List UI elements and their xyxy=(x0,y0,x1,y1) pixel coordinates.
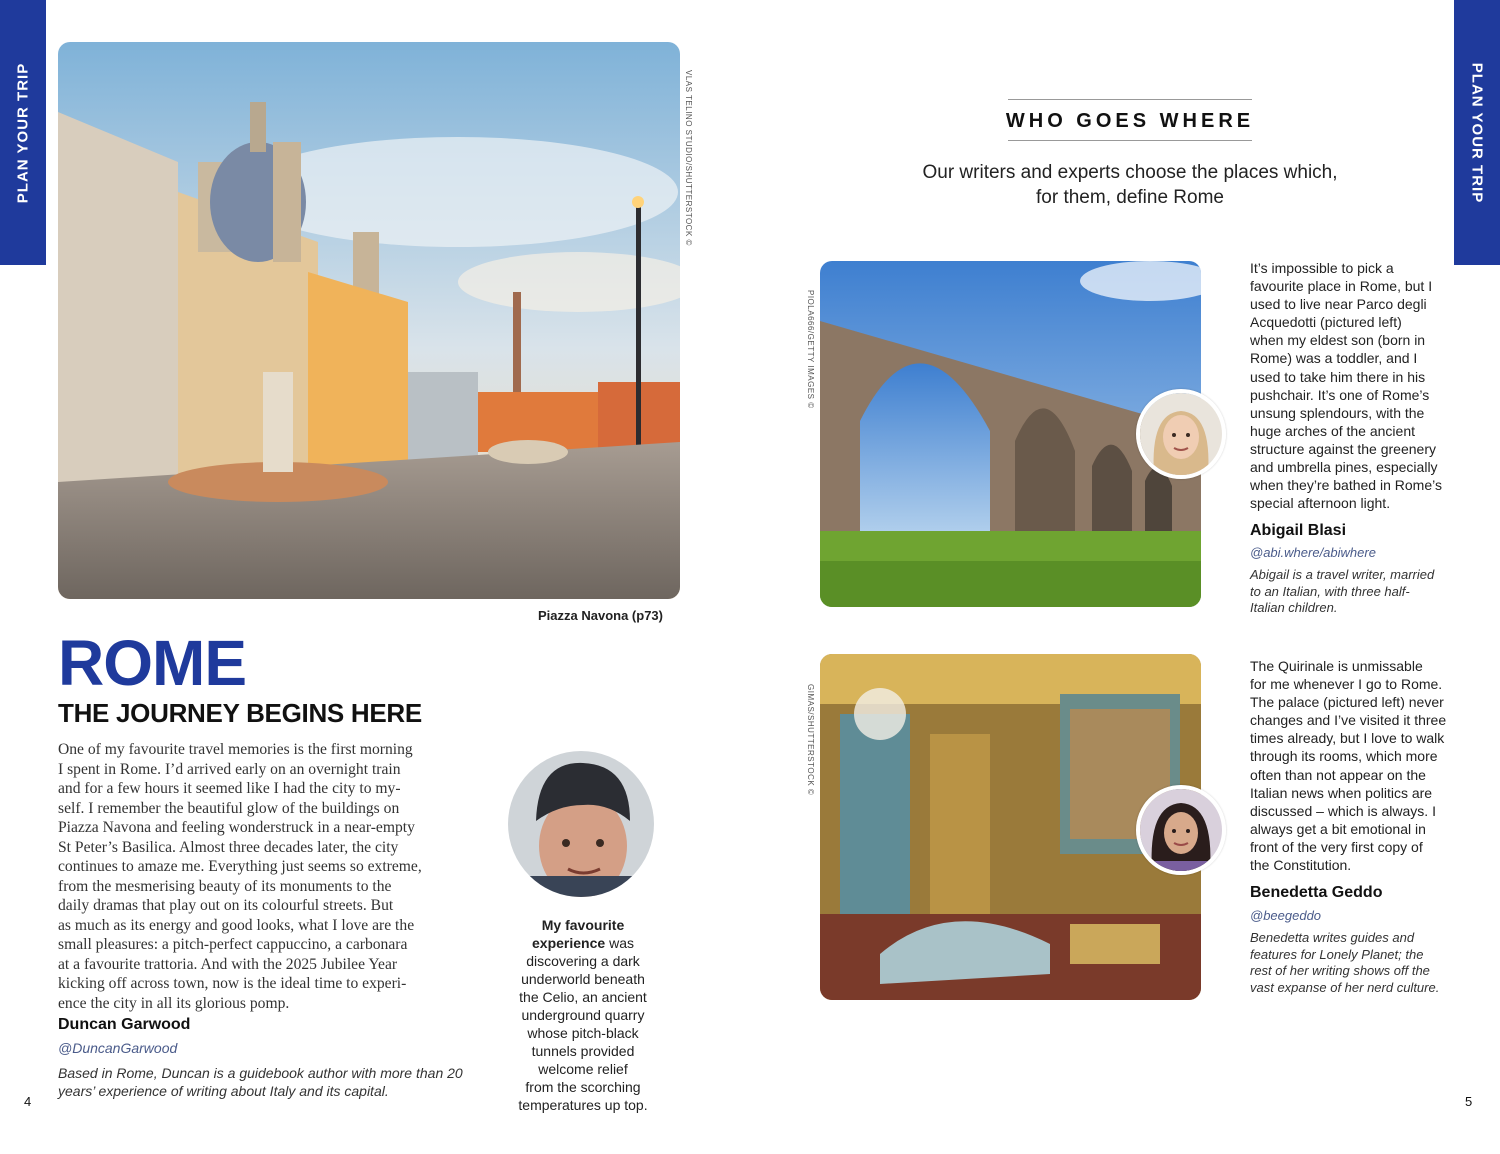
contributor-handle[interactable]: @abi.where/abiwhere xyxy=(1250,545,1376,560)
text-line: structure against the greenery xyxy=(1250,440,1436,457)
contributor-handle[interactable]: @beegeddo xyxy=(1250,908,1322,923)
bio-line: rest of her writing shows off the xyxy=(1250,963,1430,978)
body-line: self. I remember the beautiful glow of the buildings on xyxy=(58,799,400,817)
favourite-line: tunnels provided xyxy=(531,1043,635,1059)
author-handle[interactable]: @DuncanGarwood xyxy=(58,1040,178,1056)
text-line: pushchair. It’s one of Rome’s xyxy=(1250,386,1430,403)
text-line: favourite place in Rome, but I xyxy=(1250,278,1433,295)
intro-body xyxy=(58,740,464,1013)
heading-rule-top xyxy=(1008,99,1252,100)
text-line: changes and I’ve visited it three xyxy=(1250,712,1447,729)
body-line: I spent in Rome. I’d arrived early on an overnight train xyxy=(58,760,401,778)
text-line: front of the very first copy of xyxy=(1250,838,1423,855)
side-tab-right xyxy=(1454,0,1500,265)
photo-credit: VLAS TELINO STUDIO/SHUTTERSTOCK © xyxy=(684,70,693,246)
favourite-label: experience xyxy=(532,935,606,951)
heading-rule-bottom xyxy=(1008,140,1252,141)
text-line: when my eldest son (born in xyxy=(1250,332,1426,349)
section-intro xyxy=(880,160,1380,210)
contributor-text xyxy=(1250,657,1450,874)
text-line: unsung splendours, with the xyxy=(1250,404,1425,421)
text-line: always get a bit emotional in xyxy=(1250,820,1426,837)
contributor-avatar xyxy=(1136,389,1226,479)
text-line: used to live near Parco degli xyxy=(1250,296,1427,313)
favourite-line: from the scorching xyxy=(525,1079,641,1095)
text-line: The Quirinale is unmissable xyxy=(1250,658,1423,674)
favourite-line: the Celio, an ancient xyxy=(519,989,647,1005)
favourite-label: My favourite xyxy=(541,917,625,933)
body-line: from the mesmerising beauty of its monuments to the xyxy=(58,877,392,895)
favourite-text: was xyxy=(605,935,634,951)
page-number-right: 5 xyxy=(1465,1094,1473,1109)
text-line: It’s impossible to pick a xyxy=(1250,260,1394,276)
contributor-bio xyxy=(1250,567,1450,617)
contributor-name: Abigail Blasi xyxy=(1250,522,1347,539)
text-line: the Constitution. xyxy=(1250,857,1352,874)
body-line: St Peter’s Basilica. Almost three decades later, the city xyxy=(58,838,399,856)
text-line: special afternoon light. xyxy=(1250,495,1391,512)
favourite-line: underground quarry xyxy=(521,1007,645,1023)
body-line: as much as its energy and good looks, what I love are the xyxy=(58,916,415,934)
text-line: huge arches of the ancient xyxy=(1250,422,1416,439)
intro-line: for them, define Rome xyxy=(1036,187,1224,208)
favourite-line: temperatures up top. xyxy=(518,1097,648,1113)
side-tab-label: PLAN YOUR TRIP xyxy=(14,62,32,203)
bio-line: Italian children. xyxy=(1250,600,1338,615)
side-tab-left xyxy=(0,0,46,265)
body-line: and for a few hours it seemed like I had the city to my- xyxy=(58,780,401,797)
body-line: at a favourite trattoria. And with the 2025 Jubilee Year xyxy=(58,955,398,973)
text-line: when they’re bathed in Rome’s xyxy=(1250,477,1442,494)
text-line: times already, but I love to walk xyxy=(1250,730,1445,747)
text-line: Acquedotti (pictured left) xyxy=(1250,314,1402,331)
section-heading: WHO GOES WHERE xyxy=(1005,110,1255,132)
contributor-name: Benedetta Geddo xyxy=(1250,884,1383,901)
text-line: and umbrella pines, especially xyxy=(1250,459,1438,476)
author-name: Duncan Garwood xyxy=(58,1016,191,1033)
bio-line: Abigail is a travel writer, married xyxy=(1250,567,1435,582)
piazza-navona-photo xyxy=(58,42,680,599)
text-line: discussed – which is always. I xyxy=(1250,802,1436,819)
bio-line: Benedetta writes guides and xyxy=(1250,930,1415,945)
photo-credit: PIOLA666/GETTY IMAGES © xyxy=(806,290,815,409)
favourite-line: discovering a dark xyxy=(526,953,640,969)
body-line: One of my favourite travel memories is the first morning xyxy=(58,741,413,758)
body-line: ence the city in all its glorious pomp. xyxy=(58,994,290,1012)
favourite-line: underworld beneath xyxy=(521,971,645,987)
text-line: used to take him there in his xyxy=(1250,368,1426,385)
bio-line: years’ experience of writing about Italy and its capital. xyxy=(58,1083,389,1099)
favourite-experience xyxy=(508,916,658,1114)
bio-line: vast expanse of her nerd culture. xyxy=(1250,979,1440,995)
page-number-left: 4 xyxy=(24,1094,32,1109)
text-line: for me whenever I go to Rome. xyxy=(1250,676,1443,693)
page-subtitle: THE JOURNEY BEGINS HERE xyxy=(58,698,422,728)
bio-line: features for Lonely Planet; the xyxy=(1250,946,1424,962)
page-title: ROME xyxy=(58,627,246,699)
body-line: kicking off across town, now is the ideal time to experi- xyxy=(58,975,407,992)
contributor-bio xyxy=(1250,930,1450,996)
side-tab-label: PLAN YOUR TRIP xyxy=(1468,62,1486,203)
contributor-text xyxy=(1250,259,1450,512)
contributor-avatar xyxy=(1136,785,1226,875)
body-line: Piazza Navona and feeling wonderstruck in a near-empty xyxy=(58,819,415,836)
text-line: often than not appear on the xyxy=(1250,766,1426,783)
body-line: daily dramas that play out on its colourful streets. But xyxy=(58,897,394,914)
favourite-line: welcome relief xyxy=(538,1061,628,1077)
text-line: Italian news when politics are xyxy=(1250,784,1433,801)
photo-caption: Piazza Navona (p73) xyxy=(538,608,663,623)
bio-line: Based in Rome, Duncan is a guidebook author with more than 20 xyxy=(58,1065,463,1081)
body-line: small pleasures: a pitch-perfect cappuccino, a carbonara xyxy=(58,936,408,953)
text-line: Rome) was a toddler, and I xyxy=(1250,350,1418,367)
text-line: through its rooms, which more xyxy=(1250,748,1438,765)
intro-line: Our writers and experts choose the places which, xyxy=(922,162,1338,183)
bio-line: to an Italian, with three half- xyxy=(1250,583,1410,599)
photo-credit: GIMAS/SHUTTERSTOCK © xyxy=(806,684,815,796)
text-line: The palace (pictured left) never xyxy=(1250,694,1444,711)
body-line: continues to amaze me. Everything just seems so extreme, xyxy=(58,858,422,875)
author-avatar xyxy=(508,751,654,897)
favourite-line: whose pitch-black xyxy=(527,1025,639,1041)
author-bio xyxy=(58,1064,478,1100)
